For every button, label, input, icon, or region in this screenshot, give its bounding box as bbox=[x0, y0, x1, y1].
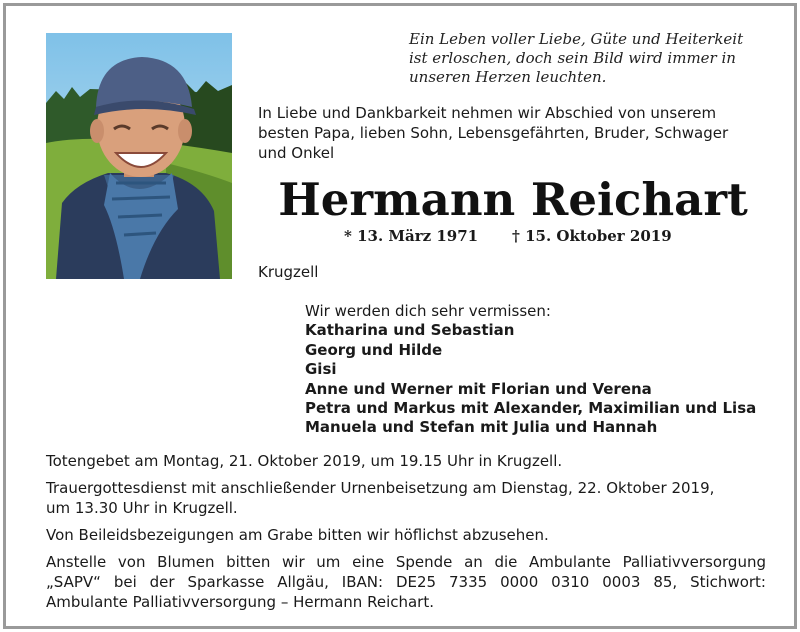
donation-line: „SAPV“ bei der Sparkasse Allgäu, IBAN: DE25 7335 0000 0310 0003 85, Stichwort: bbox=[46, 573, 766, 591]
donation-line: Anstelle von Blumen bitten wir um eine Spende an die Ambulante Palliativversorgung bbox=[46, 553, 766, 571]
donation-line: Ambulante Palliativversorgung – Hermann Reichart. bbox=[46, 593, 434, 611]
intro-line: In Liebe und Dankbarkeit nehmen wir Abschied von unserem bbox=[258, 104, 717, 122]
hometown: Krugzell bbox=[258, 263, 319, 281]
portrait-photo bbox=[46, 33, 232, 279]
prayer-line: Totengebet am Montag, 21. Oktober 2019, um 19.15 Uhr in Krugzell. bbox=[46, 452, 563, 470]
service-line: Trauergottesdienst mit anschließender Urnenbeisetzung am Dienstag, 22. Oktober 2019, bbox=[46, 479, 715, 497]
memorial-motto bbox=[409, 30, 769, 87]
mourners-lead: Wir werden dich sehr vermissen: bbox=[305, 302, 551, 320]
family-entry: Petra und Markus mit Alexander, Maximilian und Lisa bbox=[305, 399, 757, 418]
donation-notice bbox=[46, 552, 766, 612]
prayer-notice bbox=[46, 451, 766, 471]
deceased-name: Hermann Reichart bbox=[278, 173, 748, 226]
intro-line: besten Papa, lieben Sohn, Lebensgefährten, Bruder, Schwager bbox=[258, 124, 729, 142]
mourners-list bbox=[305, 302, 775, 438]
condolence-notice bbox=[46, 525, 766, 545]
death-date: † 15. Oktober 2019 bbox=[512, 227, 672, 245]
farewell-intro bbox=[258, 103, 768, 163]
condolence-line: Von Beileidsbezeigungen am Grabe bitten wir höflichst abzusehen. bbox=[46, 526, 549, 544]
motto-line: ist erloschen, doch sein Bild wird immer in bbox=[409, 49, 736, 67]
service-notices bbox=[46, 451, 766, 619]
intro-line: und Onkel bbox=[258, 144, 335, 162]
motto-line: unseren Herzen leuchten. bbox=[409, 68, 607, 86]
service-line: um 13.30 Uhr in Krugzell. bbox=[46, 499, 238, 517]
family-entry: Manuela und Stefan mit Julia und Hannah bbox=[305, 418, 658, 437]
service-notice bbox=[46, 478, 766, 518]
family-entry: Gisi bbox=[305, 360, 337, 379]
family-entry: Georg und Hilde bbox=[305, 340, 443, 359]
motto-line: Ein Leben voller Liebe, Güte und Heiterkeit bbox=[409, 30, 744, 48]
birth-date: * 13. März 1971 bbox=[344, 227, 479, 245]
family-entry: Katharina und Sebastian bbox=[305, 321, 515, 340]
family-entry: Anne und Werner mit Florian und Verena bbox=[305, 379, 652, 398]
